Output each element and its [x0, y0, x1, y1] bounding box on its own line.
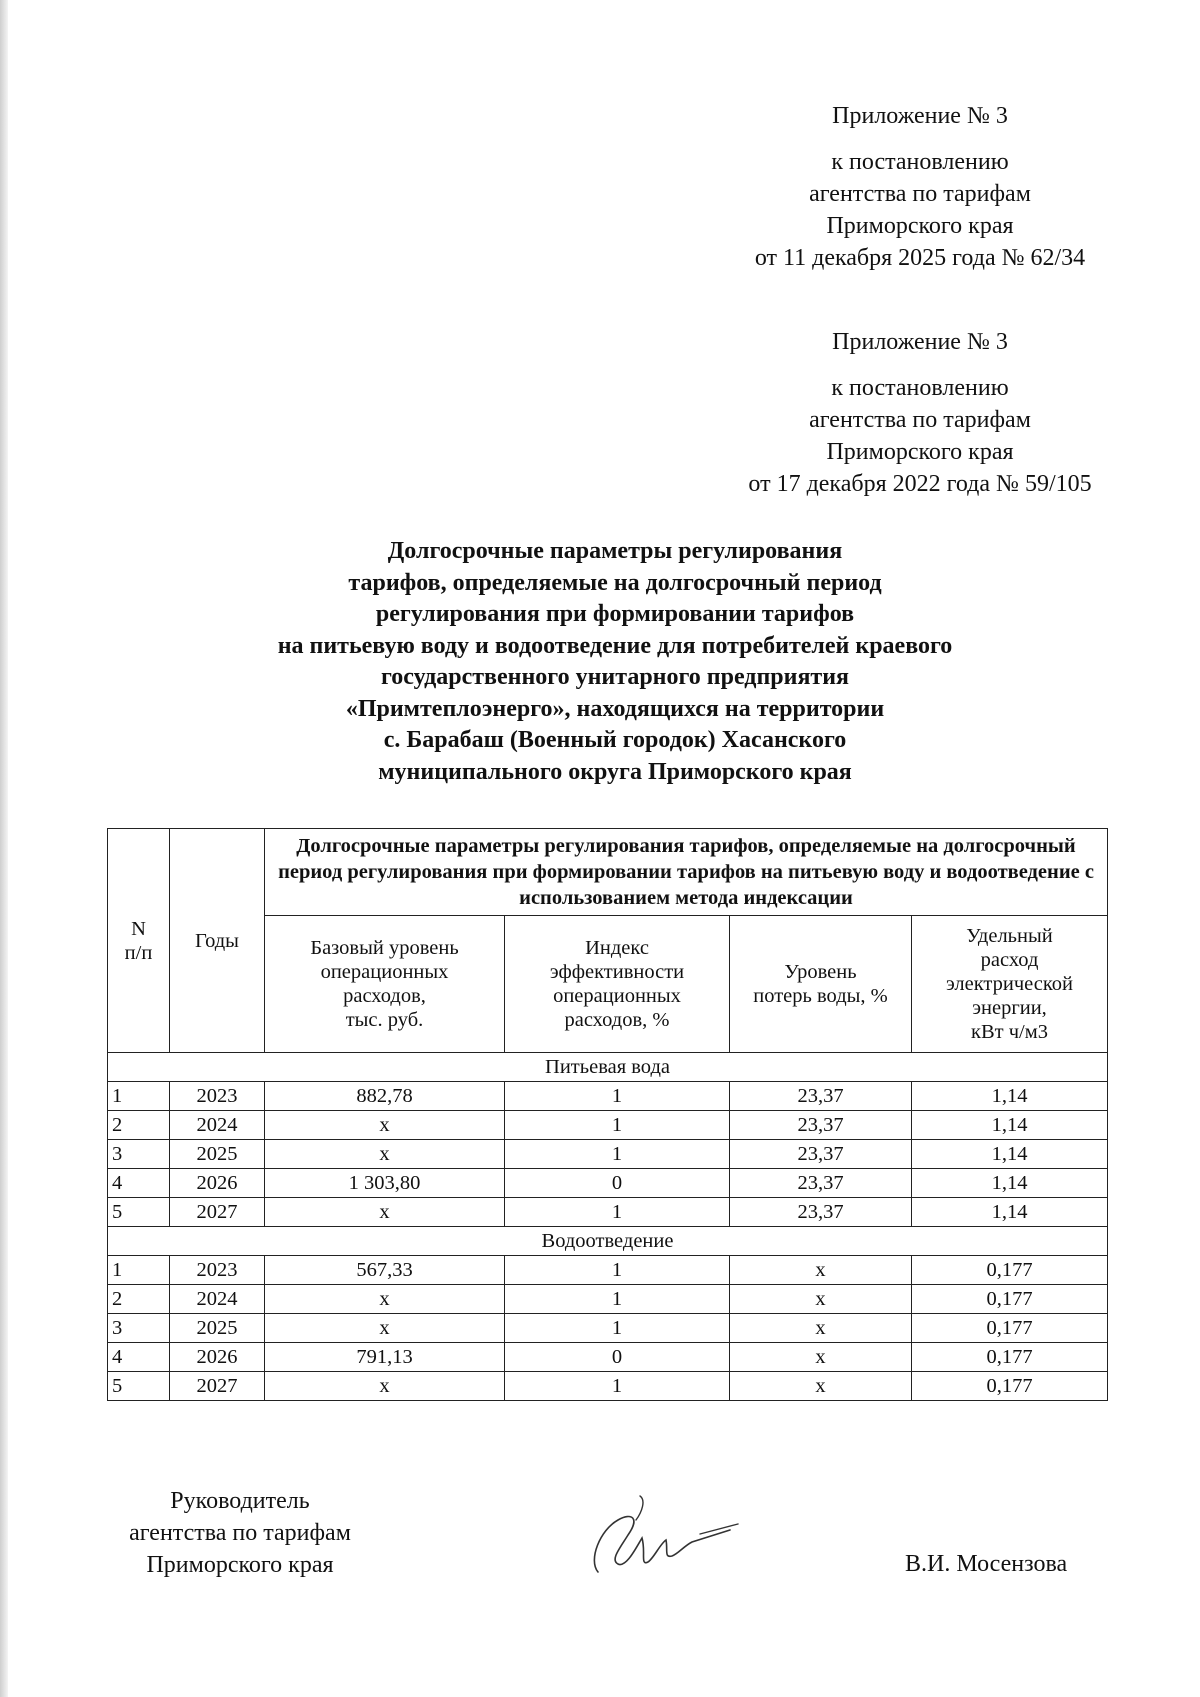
- cell-year: 2027: [170, 1198, 265, 1227]
- cell-year: 2023: [170, 1256, 265, 1285]
- cell-efficiency-index: 1: [505, 1082, 730, 1111]
- table-row: [108, 1111, 1108, 1140]
- cell-energy: 1,14: [912, 1198, 1108, 1227]
- appendix-line: Приморского края: [826, 213, 1014, 239]
- heading-line: регулирования при формировании тарифов: [375, 601, 855, 627]
- col-header-number: [108, 829, 170, 1053]
- table-row: [108, 1198, 1108, 1227]
- cell-energy: 1,14: [912, 1169, 1108, 1198]
- cell-base-level: х: [265, 1314, 505, 1343]
- cell-energy: 1,14: [912, 1082, 1108, 1111]
- cell-base-level: х: [265, 1111, 505, 1140]
- header-text: эффективности: [549, 961, 685, 983]
- scan-edge: [0, 0, 8, 1697]
- header-text: Индекс: [585, 937, 649, 959]
- appendix-line: Приморского края: [826, 439, 1014, 465]
- cell-energy: 0,177: [912, 1256, 1108, 1285]
- cell-water-loss: х: [730, 1256, 912, 1285]
- cell-water-loss: 23,37: [730, 1198, 912, 1227]
- table-row: [108, 1372, 1108, 1401]
- appendix-line: от 11 декабря 2025 года № 62/34: [754, 245, 1086, 271]
- section-row: [108, 1053, 1108, 1082]
- header-text: расход: [980, 949, 1039, 971]
- cell-year: 2023: [170, 1082, 265, 1111]
- cell-efficiency-index: 1: [505, 1285, 730, 1314]
- heading-line: муниципального округа Приморского края: [378, 758, 852, 785]
- cell-base-level: 791,13: [265, 1343, 505, 1372]
- cell-efficiency-index: 1: [505, 1372, 730, 1401]
- table-row: [108, 1314, 1108, 1343]
- header-text: Удельный: [966, 925, 1053, 947]
- cell-energy: 1,14: [912, 1111, 1108, 1140]
- cell-efficiency-index: 1: [505, 1256, 730, 1285]
- cell-number: 4: [108, 1343, 170, 1372]
- heading-line: с. Барабаш (Военный городок) Хасанского: [383, 727, 847, 753]
- cell-year: 2025: [170, 1140, 265, 1169]
- document-heading: [120, 536, 1110, 788]
- cell-number: 2: [108, 1111, 170, 1140]
- cell-efficiency-index: 1: [505, 1198, 730, 1227]
- header-text: п/п: [124, 941, 153, 964]
- cell-water-loss: 23,37: [730, 1111, 912, 1140]
- table-row: [108, 1169, 1108, 1198]
- section-title: Питьевая вода: [108, 1053, 1108, 1082]
- signer-position-line: агентства по тарифам: [129, 1520, 351, 1546]
- heading-line: «Примтеплоэнерго», находящихся на территории: [345, 695, 885, 722]
- signer-name: В.И. Мосензова: [905, 1551, 1068, 1577]
- appendix-header-current: [700, 100, 1140, 274]
- cell-base-level: х: [265, 1285, 505, 1314]
- cell-efficiency-index: 1: [505, 1314, 730, 1343]
- cell-energy: 0,177: [912, 1314, 1108, 1343]
- col-header-year: Годы: [170, 829, 265, 1053]
- section-row: [108, 1227, 1108, 1256]
- cell-year: 2024: [170, 1285, 265, 1314]
- header-text: потерь воды, %: [753, 985, 888, 1007]
- cell-water-loss: 23,37: [730, 1140, 912, 1169]
- header-text: операционных: [553, 985, 681, 1007]
- cell-efficiency-index: 0: [505, 1343, 730, 1372]
- cell-base-level: 567,33: [265, 1256, 505, 1285]
- cell-efficiency-index: 1: [505, 1140, 730, 1169]
- cell-base-level: х: [265, 1198, 505, 1227]
- cell-number: 5: [108, 1198, 170, 1227]
- header-text: электрической: [945, 973, 1074, 995]
- header-text: N: [131, 917, 146, 940]
- cell-energy: 0,177: [912, 1285, 1108, 1314]
- header-text: Базовый уровень: [310, 937, 459, 959]
- group-header: Долгосрочные параметры регулирования тарифов, определяемые на долгосрочный период регулирования при формировании тарифов на питьевую воду и водоотведение с использованием метода индексации: [265, 829, 1108, 916]
- cell-water-loss: х: [730, 1372, 912, 1401]
- cell-number: 1: [108, 1256, 170, 1285]
- cell-number: 5: [108, 1372, 170, 1401]
- heading-line: государственного унитарного предприятия: [380, 664, 850, 690]
- appendix-line: к постановлению: [831, 149, 1009, 175]
- header-text: энергии,: [972, 997, 1047, 1019]
- cell-energy: 0,177: [912, 1372, 1108, 1401]
- cell-number: 3: [108, 1314, 170, 1343]
- parameters-table: [107, 828, 1108, 1401]
- cell-number: 2: [108, 1285, 170, 1314]
- header-text: Уровень: [784, 961, 857, 983]
- heading-line: тарифов, определяемые на долгосрочный период: [348, 569, 882, 596]
- cell-efficiency-index: 0: [505, 1169, 730, 1198]
- cell-year: 2027: [170, 1372, 265, 1401]
- handwritten-signature: [580, 1490, 740, 1580]
- cell-water-loss: 23,37: [730, 1082, 912, 1111]
- header-text: операционных: [320, 961, 449, 983]
- cell-water-loss: х: [730, 1314, 912, 1343]
- cell-year: 2024: [170, 1111, 265, 1140]
- heading-line: на питьевую воду и водоотведение для потребителей краевого: [277, 632, 953, 659]
- table-row: [108, 1082, 1108, 1111]
- signer-position: [110, 1485, 370, 1581]
- cell-water-loss: 23,37: [730, 1169, 912, 1198]
- cell-water-loss: х: [730, 1343, 912, 1372]
- table-row: [108, 1256, 1108, 1285]
- section-title: Водоотведение: [108, 1227, 1108, 1256]
- cell-base-level: х: [265, 1140, 505, 1169]
- cell-energy: 1,14: [912, 1140, 1108, 1169]
- col-header-efficiency-index: [505, 916, 730, 1053]
- appendix-title: Приложение № 3: [832, 103, 1008, 129]
- heading-line: Долгосрочные параметры регулирования: [387, 538, 843, 564]
- signer-position-line: Руководитель: [170, 1488, 310, 1514]
- cell-year: 2025: [170, 1314, 265, 1343]
- table-row: [108, 1140, 1108, 1169]
- cell-base-level: 1 303,80: [265, 1169, 505, 1198]
- appendix-title: Приложение № 3: [832, 329, 1008, 355]
- appendix-line: агентства по тарифам: [809, 181, 1031, 207]
- header-text: расходов,: [343, 985, 426, 1007]
- col-header-water-loss: [730, 916, 912, 1053]
- appendix-line: к постановлению: [831, 375, 1009, 401]
- cell-efficiency-index: 1: [505, 1111, 730, 1140]
- cell-base-level: х: [265, 1372, 505, 1401]
- col-header-base-level: [265, 916, 505, 1053]
- cell-number: 1: [108, 1082, 170, 1111]
- cell-year: 2026: [170, 1169, 265, 1198]
- cell-base-level: 882,78: [265, 1082, 505, 1111]
- cell-year: 2026: [170, 1343, 265, 1372]
- appendix-header-original: [700, 326, 1140, 500]
- cell-number: 4: [108, 1169, 170, 1198]
- appendix-line: агентства по тарифам: [809, 407, 1031, 433]
- appendix-line: от 17 декабря 2022 года № 59/105: [748, 471, 1092, 497]
- header-text: расходов, %: [564, 1009, 670, 1031]
- cell-energy: 0,177: [912, 1343, 1108, 1372]
- header-text: кВт ч/м3: [971, 1021, 1048, 1043]
- table-row: [108, 1285, 1108, 1314]
- cell-water-loss: х: [730, 1285, 912, 1314]
- cell-number: 3: [108, 1140, 170, 1169]
- header-text: тыс. руб.: [345, 1009, 424, 1031]
- col-header-energy: [912, 916, 1108, 1053]
- table-row: [108, 1343, 1108, 1372]
- signer-position-line: Приморского края: [146, 1552, 334, 1578]
